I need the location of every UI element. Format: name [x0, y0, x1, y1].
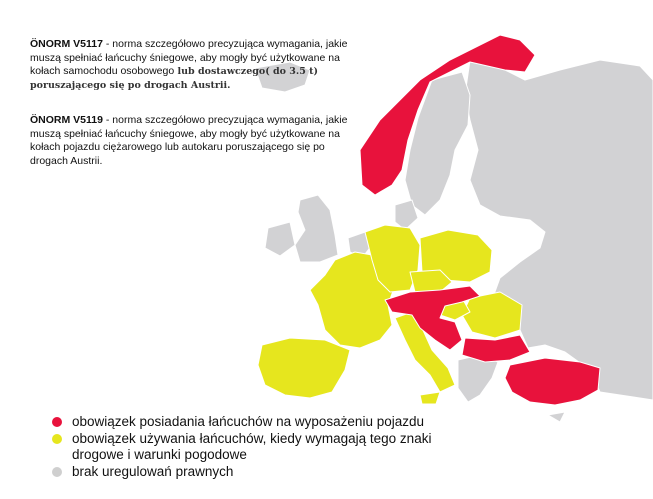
legend-label: obowiązek używania łańcuchów, kiedy wymagają tego znaki: [72, 430, 432, 446]
region-iberia: [258, 338, 350, 398]
norm-text: - norma szczegółowo precyzująca wymagania, jakie muszą spełniać łańcuchy śniegowe, aby mogły być użytkowane na kołach pojazdu ciężarowego lub autokaru poruszającego się po drogach Austrii.: [30, 114, 348, 167]
norm-code: ÖNORM V5117: [30, 38, 103, 50]
region-greece: [458, 355, 498, 402]
region-sicily: [420, 392, 440, 404]
legend-label-continuation: drogowe i warunki pogodowe: [72, 447, 247, 462]
gray-dot-icon: [52, 467, 62, 477]
legend-item-required: [52, 414, 431, 431]
region-bulgaria: [462, 335, 530, 362]
legend-label: brak uregulowań prawnych: [72, 463, 234, 479]
region-ireland: [265, 222, 295, 256]
region-cyprus: [548, 412, 565, 422]
norm-v5119-note: [30, 114, 360, 168]
red-dot-icon: [52, 417, 62, 427]
legend-label: obowiązek posiadania łańcuchów na wyposażeniu pojazdu: [72, 414, 424, 429]
norm-v5117-note: [30, 38, 360, 92]
norm-extra: lub dostawczego( do 3.5 t) poruszającego się po drogach Austrii.: [30, 66, 319, 91]
legend-item-none: [52, 464, 431, 481]
norm-code: ÖNORM V5119: [30, 114, 103, 126]
region-turkey: [505, 358, 600, 405]
region-uk: [295, 195, 338, 262]
yellow-dot-icon: [52, 434, 62, 444]
map-legend: [52, 414, 431, 480]
norm-text: - norma szczegółowo precyzująca wymagania, jakie muszą spełniać łańcuchy śniegowe, aby mogły być użytkowane na kołach samochodu osobowego: [30, 38, 348, 77]
legend-item-conditional: [52, 431, 431, 448]
